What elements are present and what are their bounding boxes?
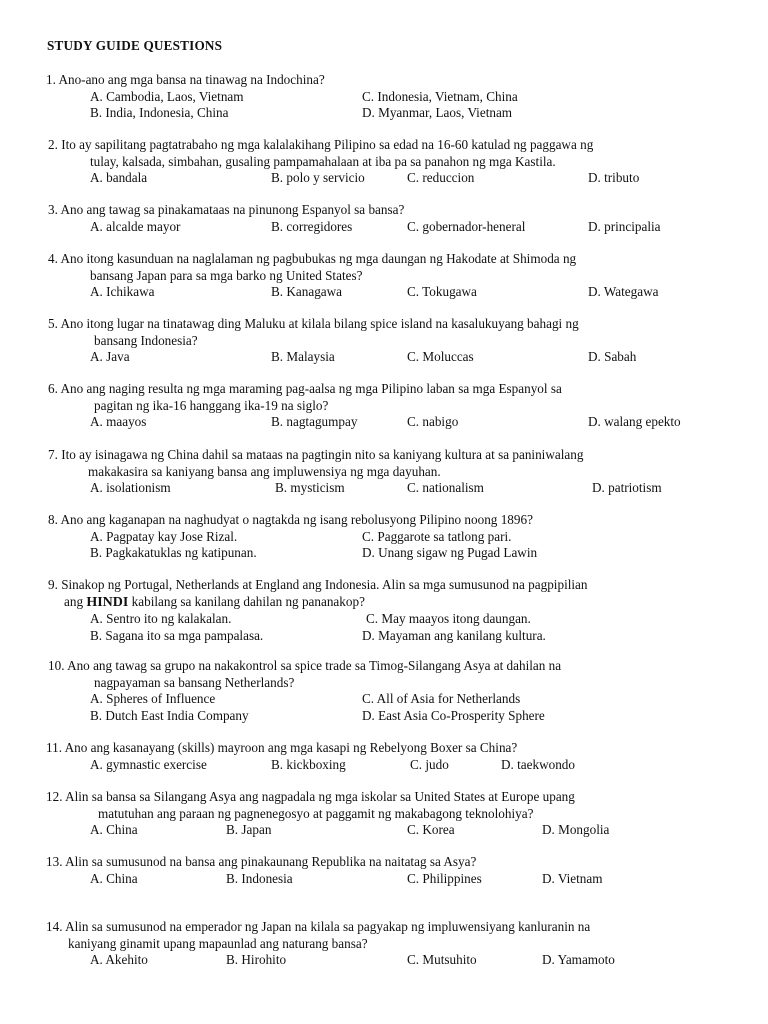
question-stem	[48, 251, 768, 268]
option-a: A. isolationism	[90, 480, 171, 495]
options-row	[0, 822, 768, 839]
option-d: D. Sabah	[588, 349, 637, 364]
question-text-continued: pagitan ng ika-16 hanggang ika-19 na siglo?	[94, 397, 329, 413]
question-text: Alin sa bansa sa Silangang Asya ang nagpadala ng mga iskolar sa United States at Europe upang	[65, 789, 575, 804]
option-a: A. China	[90, 870, 138, 886]
option-d: D. principalia	[588, 218, 661, 234]
option-b: B. India, Indonesia, China	[90, 105, 229, 120]
question-text: Ito ay sapilitang pagtatrabaho ng mga kalalakihang Pilipino sa edad na 16-60 katulad ng paggawa ng	[61, 137, 594, 152]
option-d: D. walang epekto	[588, 414, 681, 429]
question-text: Ano itong kasunduan na naglalaman ng pagbubukas ng mga daungan ng Hakodate at Shimoda ng	[60, 251, 577, 266]
question-stem	[46, 919, 768, 936]
question-text: kabilang sa kanilang dahilan ng pananakop?	[131, 593, 365, 609]
option-b: B. Kanagawa	[271, 284, 343, 299]
question-text-continued: bansang Japan para sa mga barko ng United States?	[90, 267, 363, 283]
option-d: D. Vietnam	[542, 870, 603, 886]
option-c: C. Mutsuhito	[407, 952, 477, 967]
question-number: 3.	[48, 202, 58, 217]
question-stem	[48, 577, 768, 594]
option-d: D. Yamamoto	[542, 952, 615, 967]
question-3	[0, 202, 768, 235]
option-c: C. Moluccas	[407, 349, 474, 364]
options-row	[0, 871, 768, 888]
option-a: A. Java	[90, 349, 130, 364]
option-d: D. Mongolia	[542, 822, 610, 837]
question-text: Ano ang tawag sa pinakamataas na pinunong Espanyol sa bansa?	[60, 202, 405, 217]
question-text: Alin sa sumusunod na bansa ang pinakaunang Republika na naitatag sa Asya?	[65, 854, 477, 869]
question-2	[0, 137, 768, 187]
question-8	[0, 512, 768, 562]
question-text: Ito ay isinagawa ng China dahil sa mataas na pagtingin nito sa kaniyang kultura at sa paniniwalang	[61, 447, 584, 462]
option-c: C. Korea	[407, 822, 455, 837]
question-text-continued: tulay, kalsada, simbahan, gusaling pampamahalaan at iba pa sa panahon ng mga Kastila.	[90, 153, 556, 169]
option-c: C. reduccion	[407, 170, 475, 185]
options-row	[0, 284, 768, 301]
option-d: D. Wategawa	[588, 284, 659, 299]
question-number: 10.	[48, 658, 65, 673]
option-b: B. polo y servicio	[271, 170, 365, 185]
question-1	[0, 72, 768, 122]
question-number: 6.	[48, 381, 58, 396]
question-stem	[46, 854, 768, 871]
option-d: D. East Asia Co-Prosperity Sphere	[362, 707, 545, 723]
question-5	[0, 316, 768, 366]
options-row	[0, 349, 768, 366]
option-c: C. May maayos itong daungan.	[366, 611, 531, 626]
document-title: STUDY GUIDE QUESTIONS	[47, 38, 223, 53]
option-b: B. Japan	[226, 822, 272, 837]
question-number: 9.	[48, 577, 58, 592]
question-stem	[48, 447, 768, 464]
option-b: B. Sagana ito sa mga pampalasa.	[90, 627, 264, 643]
option-c: C. Indonesia, Vietnam, China	[362, 88, 518, 104]
option-a: A. Ichikawa	[90, 284, 155, 299]
option-b: B. Malaysia	[271, 349, 335, 364]
question-number: 11.	[46, 740, 62, 755]
question-7	[0, 447, 768, 497]
question-stem	[48, 202, 768, 219]
question-4	[0, 251, 768, 301]
question-number: 12.	[46, 789, 63, 804]
question-text: Sinakop ng Portugal, Netherlands at England ang Indonesia. Alin sa mga sumusunod na pagpipilian	[61, 577, 588, 592]
option-b: B. kickboxing	[271, 756, 346, 772]
option-d: D. Myanmar, Laos, Vietnam	[362, 105, 513, 120]
question-10	[0, 658, 768, 724]
question-number: 2.	[48, 137, 58, 152]
question-stem	[48, 137, 768, 154]
question-number: 8.	[48, 512, 58, 527]
options-row	[0, 89, 768, 106]
options-row	[0, 170, 768, 187]
options-row	[0, 105, 768, 122]
option-c: C. nationalism	[407, 480, 484, 495]
options-row	[0, 611, 768, 628]
option-b: B. Dutch East India Company	[90, 707, 249, 723]
option-a: A. China	[90, 822, 138, 837]
option-b: B. mysticism	[275, 480, 345, 495]
option-b: B. Pagkakatuklas ng katipunan.	[90, 545, 257, 560]
question-stem	[48, 512, 768, 529]
options-row	[0, 691, 768, 708]
question-text-continued: kaniyang ginamit upang mapaunlad ang naturang bansa?	[68, 935, 368, 951]
option-c: C. Paggarote sa tatlong pari.	[362, 528, 512, 544]
option-a: A. Cambodia, Laos, Vietnam	[90, 88, 244, 104]
option-c: C. Philippines	[407, 870, 482, 886]
options-row	[0, 480, 768, 497]
question-text: Ano-ano ang mga bansa na tinawag na Indochina?	[58, 72, 325, 87]
option-a: A. Sentro ito ng kalakalan.	[90, 611, 232, 626]
question-stem	[46, 789, 768, 806]
question-stem	[46, 72, 768, 89]
question-text-prefix: ang	[64, 593, 84, 609]
option-c: C. Tokugawa	[407, 284, 477, 299]
option-d: D. Mayaman ang kanilang kultura.	[362, 627, 546, 643]
options-row	[0, 219, 768, 236]
option-a: A. maayos	[90, 414, 147, 429]
option-c: C. judo	[410, 756, 449, 772]
question-stem	[46, 740, 768, 757]
question-text-continued: nagpayaman sa bansang Netherlands?	[94, 674, 295, 690]
option-b: B. corregidores	[271, 218, 353, 234]
options-row	[0, 529, 768, 546]
options-row	[0, 757, 768, 774]
option-a: A. alcalde mayor	[90, 218, 181, 234]
option-a: A. Spheres of Influence	[90, 691, 216, 706]
question-text-continued: bansang Indonesia?	[94, 332, 198, 348]
options-row	[0, 708, 768, 725]
question-number: 4.	[48, 251, 58, 266]
question-13	[0, 854, 768, 887]
options-row	[0, 545, 768, 562]
option-a: A. bandala	[90, 170, 148, 185]
option-b: B. nagtagumpay	[271, 414, 358, 429]
option-c: C. All of Asia for Netherlands	[362, 691, 521, 706]
question-text: Ano ang tawag sa grupo na nakakontrol sa spice trade sa Timog-Silangang Asya at dahilan na	[67, 658, 562, 673]
question-number: 14.	[46, 919, 63, 934]
question-text-continued	[64, 594, 768, 612]
options-row	[0, 952, 768, 969]
question-text-continued: makakasira sa kaniyang bansa ang impluwensiya ng mga dayuhan.	[88, 463, 441, 479]
question-text: Ano itong lugar na tinatawag ding Maluku at kilala bilang spice island na kasalukuyang bahagi ng	[60, 316, 579, 331]
options-row	[0, 414, 768, 431]
question-stem	[48, 381, 768, 398]
question-text: Ano ang kaganapan na naghudyat o nagtakda ng isang rebolusyong Pilipino noong 1896?	[60, 512, 533, 527]
option-d: D. tributo	[588, 170, 640, 185]
option-d: D. Unang sigaw ng Pugad Lawin	[362, 545, 538, 560]
question-11	[0, 740, 768, 773]
emphasis-word: HINDI	[86, 594, 129, 610]
question-number: 1.	[46, 72, 56, 87]
question-text-continued: matutuhan ang paraan ng pagnenegosyo at paggamit ng makabagong teknolohiya?	[98, 805, 534, 821]
question-14	[0, 919, 768, 969]
option-d: D. patriotism	[592, 480, 662, 495]
option-c: C. nabigo	[407, 414, 459, 429]
option-a: A. gymnastic exercise	[90, 756, 207, 772]
question-stem	[48, 316, 768, 333]
question-text: Ano ang kasanayang (skills) mayroon ang mga kasapi ng Rebelyong Boxer sa China?	[64, 740, 518, 755]
question-12	[0, 789, 768, 839]
question-number: 5.	[48, 316, 58, 331]
option-b: B. Indonesia	[226, 870, 293, 886]
option-c: C. gobernador-heneral	[407, 218, 526, 234]
question-6	[0, 381, 768, 431]
option-a: A. Akehito	[90, 952, 148, 967]
option-d: D. taekwondo	[501, 756, 575, 772]
option-a: A. Pagpatay kay Jose Rizal.	[90, 528, 238, 544]
question-9	[0, 577, 768, 644]
options-row	[0, 628, 768, 645]
question-stem	[48, 658, 768, 675]
question-number: 13.	[46, 854, 63, 869]
question-number: 7.	[48, 447, 58, 462]
question-text: Ano ang naging resulta ng mga maraming pag-aalsa ng mga Pilipino laban sa mga Espanyol sa	[60, 381, 562, 396]
option-b: B. Hirohito	[226, 952, 287, 967]
question-text: Alin sa sumusunod na emperador ng Japan na kilala sa pagyakap ng impluwensiyang kanluranin na	[65, 919, 591, 934]
